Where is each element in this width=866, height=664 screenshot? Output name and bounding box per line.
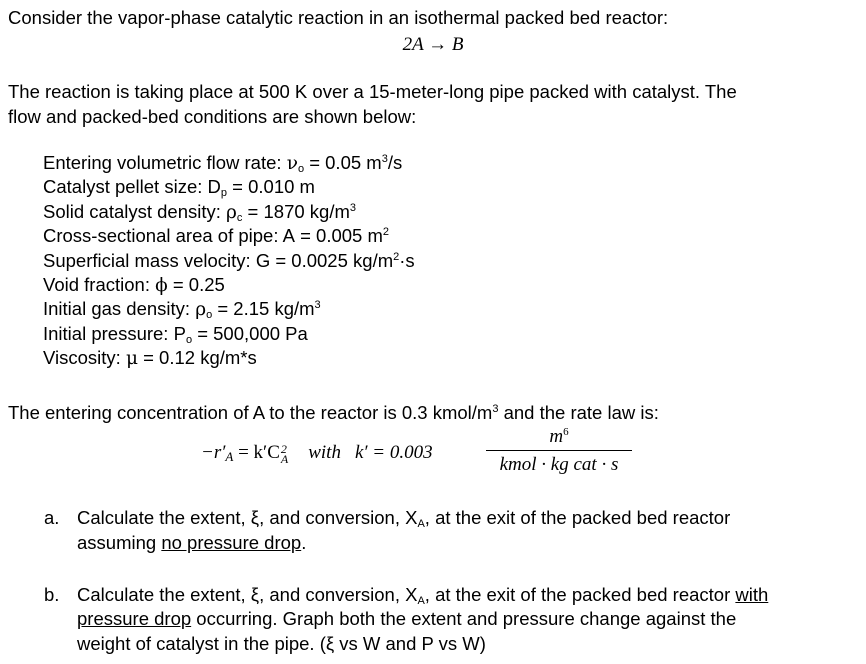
qa-line2-pre: assuming	[77, 532, 162, 553]
rate-num-sup: 6	[563, 426, 569, 438]
condition-sym: ϕ	[155, 275, 168, 296]
condition-sym: ρ	[195, 299, 207, 321]
rate-num: m	[549, 426, 564, 447]
concentration-sup: 3	[492, 403, 499, 415]
condition-sub: p	[220, 187, 228, 200]
intro-text: Consider the vapor-phase catalytic reaction in an isothermal packed bed reactor:	[8, 7, 669, 28]
condition-eq: = 2.15 kg/m	[212, 298, 315, 320]
rate-with: with	[308, 442, 341, 463]
condition-eq: = 0.12 kg/m*s	[137, 347, 257, 369]
condition-item	[43, 297, 321, 322]
question-a-line1	[77, 506, 730, 530]
question-b-line1	[77, 583, 768, 607]
condition-label: Entering volumetric flow rate:	[43, 152, 287, 173]
condition-label: Catalyst pellet size:	[43, 176, 208, 198]
condition-sym: A	[282, 225, 295, 247]
rate-mid: = k′C	[233, 442, 280, 463]
condition-eq: = 0.010 m	[227, 176, 315, 198]
qb-sub: A	[417, 595, 425, 607]
qb-line2-post: occurring. Graph both the extent and pressure change against the	[191, 608, 737, 629]
rate-c-sup: 2	[280, 441, 287, 456]
condition-sym: ν	[286, 153, 298, 174]
question-a-line2	[77, 531, 306, 555]
condition-label: Cross-sectional area of pipe:	[43, 225, 283, 247]
conditions-para-line1: The reaction is taking place at 500 K over a 15-meter-long pipe packed with catalyst. The	[8, 81, 737, 102]
qb-underlined: pressure drop	[77, 608, 192, 629]
condition-sub: o	[297, 163, 305, 175]
concentration-post: and the rate law is:	[498, 402, 659, 423]
condition-eq: = 0.005 m	[294, 225, 383, 247]
condition-eq: = 0.0025 kg/m	[270, 249, 394, 271]
condition-sym: G	[255, 249, 271, 271]
condition-item	[43, 346, 257, 371]
condition-sym: P	[173, 322, 186, 344]
condition-label: Superficial mass velocity:	[43, 249, 256, 271]
condition-item	[43, 273, 225, 298]
condition-tail: ·s	[399, 249, 415, 271]
reaction-equation: 2A → B	[402, 34, 464, 55]
condition-sub: o	[206, 309, 213, 322]
condition-label: Initial pressure:	[43, 322, 174, 344]
question-b-line3: weight of catalyst in the pipe. (ξ vs W and P vs W)	[77, 633, 486, 654]
condition-label: Solid catalyst density:	[43, 200, 227, 222]
condition-item	[43, 224, 389, 248]
qa-line2-post: .	[301, 532, 307, 553]
condition-item	[43, 249, 415, 273]
condition-sup: 2	[393, 250, 400, 263]
condition-sup: 2	[382, 226, 390, 239]
qa-underlined: no pressure drop	[161, 532, 302, 553]
concentration-pre: The entering concentration of A to the reactor is 0.3 kmol/m	[8, 402, 493, 423]
qb-text: Calculate the extent, ξ, and conversion, X	[77, 584, 418, 605]
condition-sup: 3	[314, 299, 321, 312]
qa-text-end: , at the exit of the packed bed reactor	[424, 507, 731, 528]
rate-units-fraction	[486, 426, 632, 476]
condition-item	[43, 175, 315, 199]
qa-sub: A	[417, 518, 425, 530]
condition-label: Viscosity:	[43, 347, 126, 369]
rate-c-sub: A	[280, 451, 289, 466]
qb-text-end: , at the exit of the packed bed reactor	[424, 584, 736, 605]
condition-item	[43, 322, 308, 346]
qb-underlined-with: with	[735, 584, 769, 605]
condition-sup: 3	[349, 201, 357, 214]
condition-sym: μ	[125, 348, 138, 370]
condition-eq: = 0.25	[167, 274, 225, 295]
condition-item	[43, 151, 402, 176]
condition-sup: 3	[381, 153, 388, 165]
condition-sub: o	[185, 333, 193, 346]
condition-sym: ρ	[226, 201, 237, 223]
rate-lhs-sub: A	[225, 449, 234, 464]
conditions-para-line2: flow and packed-bed conditions are shown below:	[8, 106, 417, 127]
rate-den: kmol · kg cat · s	[499, 454, 619, 475]
qa-text: Calculate the extent, ξ, and conversion, X	[77, 507, 418, 528]
condition-eq: = 500,000 Pa	[192, 322, 308, 344]
condition-item	[43, 200, 356, 225]
condition-eq: = 1870 kg/m	[242, 200, 350, 222]
condition-label: Initial gas density:	[43, 298, 196, 320]
condition-sym: D	[207, 176, 221, 198]
rate-law-equation	[201, 441, 433, 465]
question-b-line2	[77, 607, 736, 631]
condition-tail: /s	[387, 152, 403, 173]
rate-k: k′ = 0.003	[354, 442, 433, 463]
question-a-marker: a.	[44, 507, 60, 528]
fraction-bar	[486, 450, 632, 451]
condition-label: Void fraction:	[43, 274, 156, 295]
condition-sub: c	[236, 211, 243, 224]
concentration-text	[8, 401, 659, 425]
condition-eq: = 0.05 m	[304, 152, 382, 173]
question-b-marker: b.	[44, 584, 60, 605]
rate-lhs: −r′	[201, 442, 226, 463]
